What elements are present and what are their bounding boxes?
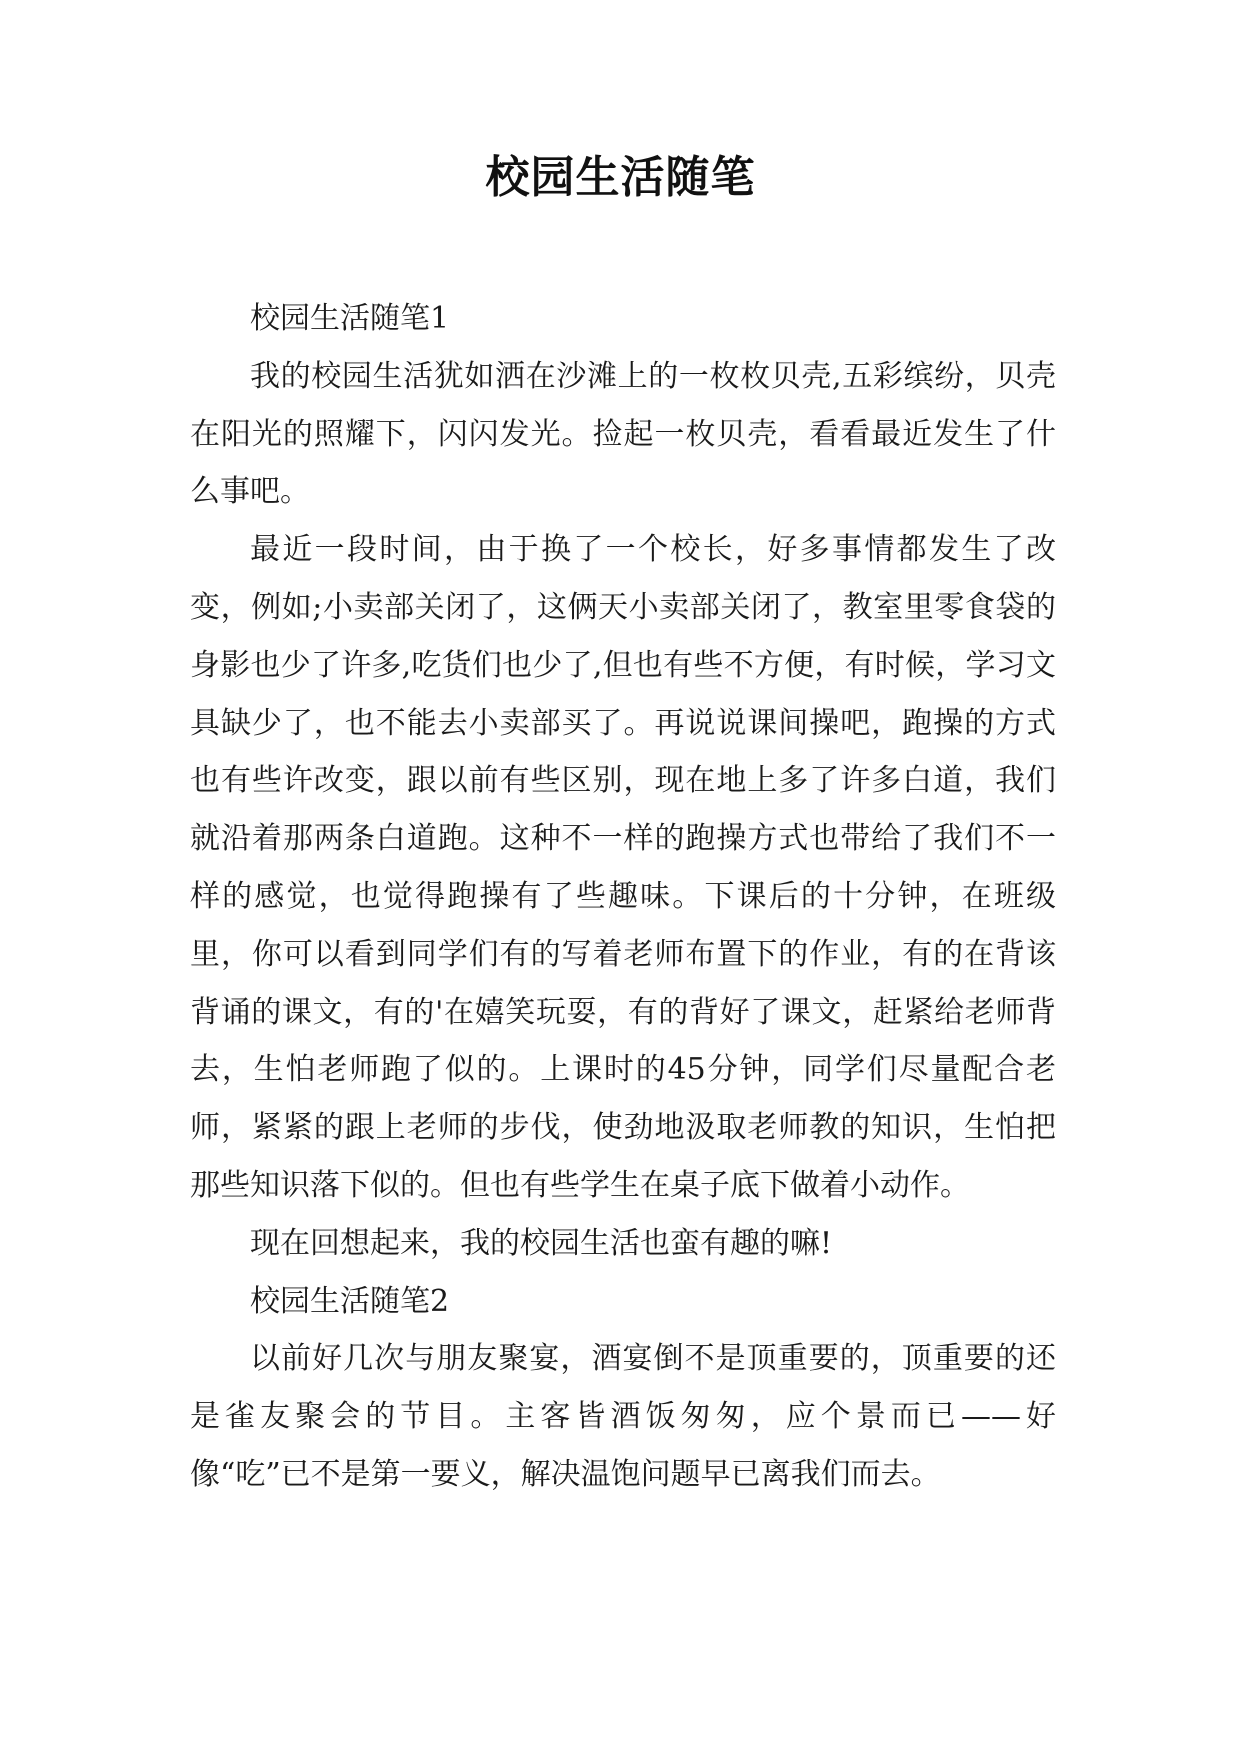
paragraph: 现在回想起来，我的校园生活也蛮有趣的嘛! xyxy=(250,1225,833,1261)
paragraph: 最近一段时间，由于换了一个校长，好多事情都发生了改变，例如;小卖部关闭了，这俩天小卖部关闭了，教室里零食袋的身影也少了许多,吃货们也少了,但也有些不方便，有时候，学习文具缺少了，也不能去小卖部买了。再说说课间操吧，跑操的方式也有些许改变，跟以前有些区别，现在地上多了许多白道，我们就沿着那两条白道跑。这种不一样的跑操方式也带给了我们不一样的感觉，也觉得跑操有了些趣味。下课后的十分钟，在班级里，你可以看到同学们有的写着老师布置下的作业，有的在背该背诵的课文，有的'在嬉笑玩耍，有的背好了课文，赶紧给老师背去，生怕老师跑了似的。上课时的45分钟，同学们尽量配合老师，紧紧的跟上老师的步伐，使劲地汲取老师教的知识，生怕把那些知识落下似的。但也有些学生在桌子底下做着小动作。 xyxy=(190,532,1056,1203)
document-body xyxy=(190,290,1056,1504)
section-heading-1: 校园生活随笔1 xyxy=(250,301,450,336)
paragraph: 以前好几次与朋友聚宴，酒宴倒不是顶重要的，顶重要的还是雀友聚会的节目。主客皆酒饭匆匆，应个景而已——好像“吃”已不是第一要义，解决温饱问题早已离我们而去。 xyxy=(190,1341,1056,1492)
document-title: 校园生活随笔 xyxy=(485,152,756,203)
paragraph: 我的校园生活犹如洒在沙滩上的一枚枚贝壳,五彩缤纷，贝壳在阳光的照耀下，闪闪发光。捡起一枚贝壳，看看最近发生了什么事吧。 xyxy=(190,358,1056,510)
section-heading-2: 校园生活随笔2 xyxy=(250,1283,450,1319)
